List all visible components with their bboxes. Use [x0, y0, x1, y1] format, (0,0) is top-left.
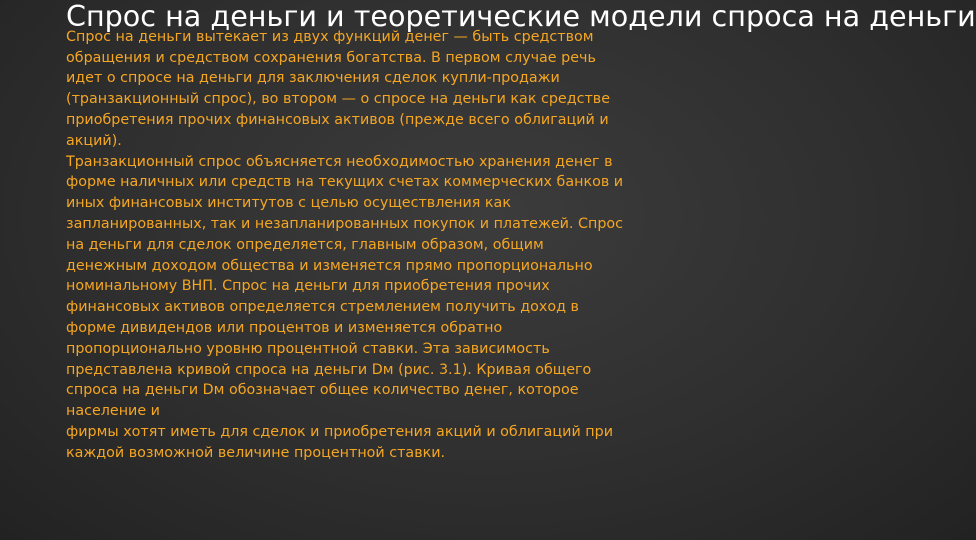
body-line: форме дивидендов или процентов и изменяется обратно	[66, 319, 503, 336]
body-line: население и	[66, 403, 160, 420]
body-line: пропорционально уровню процентной ставки. Эта зависимость	[66, 340, 550, 357]
body-line: спроса на деньги Dм обозначает общее количество денег, которое	[66, 382, 579, 399]
body-line: на деньги для сделок определяется, главным образом, общим	[66, 236, 544, 253]
body-line: представлена кривой спроса на деньги Dм (рис. 3.1). Кривая общего	[66, 361, 592, 378]
body-line: идет о спросе на деньги для заключения сделок купли-продажи	[66, 70, 560, 87]
body-line: финансовых активов определяется стремлением получить доход в	[66, 299, 579, 316]
body-line: иных финансовых институтов с целью осуществления как	[66, 195, 511, 212]
body-line: обращения и средством сохранения богатства. В первом случае речь	[66, 49, 596, 66]
body-line: акций).	[66, 132, 122, 149]
body-line: приобретения прочих финансовых активов (прежде всего облигаций и	[66, 111, 609, 128]
body-line: Спрос на деньги вытекает из двух функций денег — быть средством	[66, 28, 594, 45]
body-line: номинальному ВНП. Спрос на деньги для приобретения прочих	[66, 278, 550, 295]
slide-text-block	[66, 0, 976, 464]
body-line: каждой возможной величине процентной ставки.	[66, 444, 446, 461]
body-line: форме наличных или средств на текущих счетах коммерческих банков и	[66, 174, 624, 191]
slide-title: Спрос на деньги и теоретические модели спроса на деньги	[66, 0, 976, 33]
body-line: фирмы хотят иметь для сделок и приобретения акций и облигаций при	[66, 423, 613, 440]
body-line: Транзакционный спрос объясняется необходимостью хранения денег в	[66, 153, 613, 170]
body-line: запланированных, так и незапланированных покупок и платежей. Спрос	[66, 215, 624, 232]
body-line: (транзакционный спрос), во втором — о спросе на деньги как средстве	[66, 91, 611, 108]
body-line: денежным доходом общества и изменяется прямо пропорционально	[66, 257, 593, 274]
